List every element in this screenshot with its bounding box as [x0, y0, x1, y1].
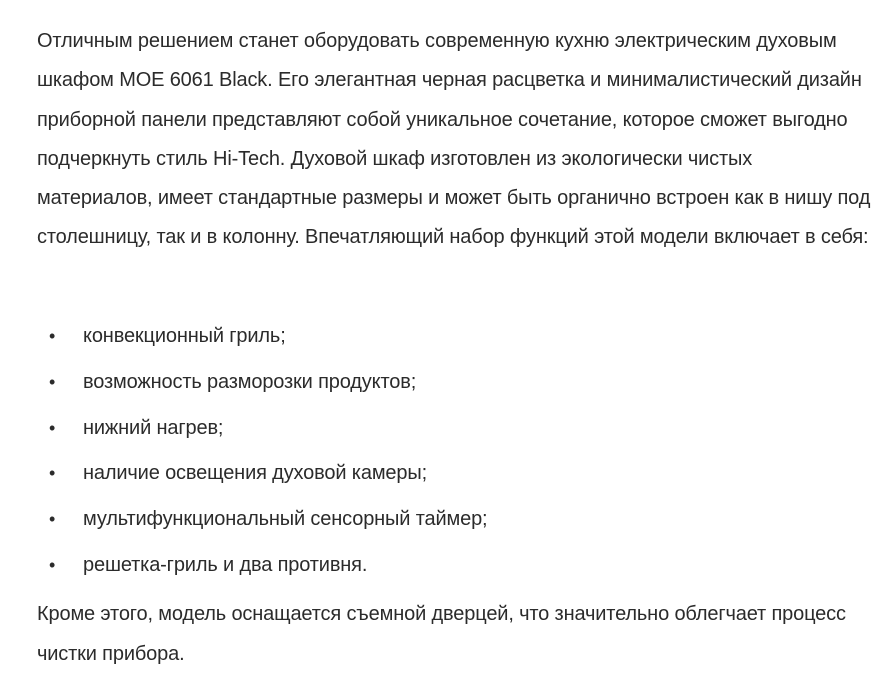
feature-text: возможность разморозки продуктов; [83, 370, 417, 393]
bullet-icon: • [49, 554, 56, 575]
list-item [0, 360, 880, 406]
list-item [0, 543, 880, 589]
feature-list [0, 314, 880, 589]
bullet-icon: • [49, 417, 56, 438]
list-item [0, 314, 880, 360]
feature-text: конвекционный гриль; [83, 325, 286, 347]
intro-paragraph: Отличным решением станет оборудовать современную кухню электрическим духовым шкафом MOE 6061 Black. Его элегантная черная расцветка и минималистический дизайн приборной панели представляют собой уникальное сочетание, которое сможет выгодно подчеркнуть стиль Hi-Tech. Духовой шкаф изготовлен из экологически чистых материалов, имеет стандартные размеры и может быть органично встроен как в нишу под столешницу, так и в колонну. Впечатляющий набор функций этой модели включает в себя: [37, 30, 871, 249]
bullet-icon: • [49, 463, 56, 484]
bullet-icon: • [49, 509, 56, 530]
outro-paragraph: Кроме этого, модель оснащается съемной дверцей, что значительно облегчает процесс чистки прибора. [37, 603, 846, 665]
list-item [0, 406, 880, 452]
feature-text: наличие освещения духовой камеры; [83, 462, 427, 485]
feature-text: нижний нагрев; [83, 416, 224, 439]
list-item [0, 451, 880, 497]
bullet-icon: • [49, 371, 56, 392]
list-item [0, 497, 880, 543]
feature-text: мультифункциональный сенсорный таймер; [83, 508, 488, 531]
bullet-icon: • [49, 326, 56, 346]
feature-text: решетка-гриль и два противня. [83, 553, 368, 576]
